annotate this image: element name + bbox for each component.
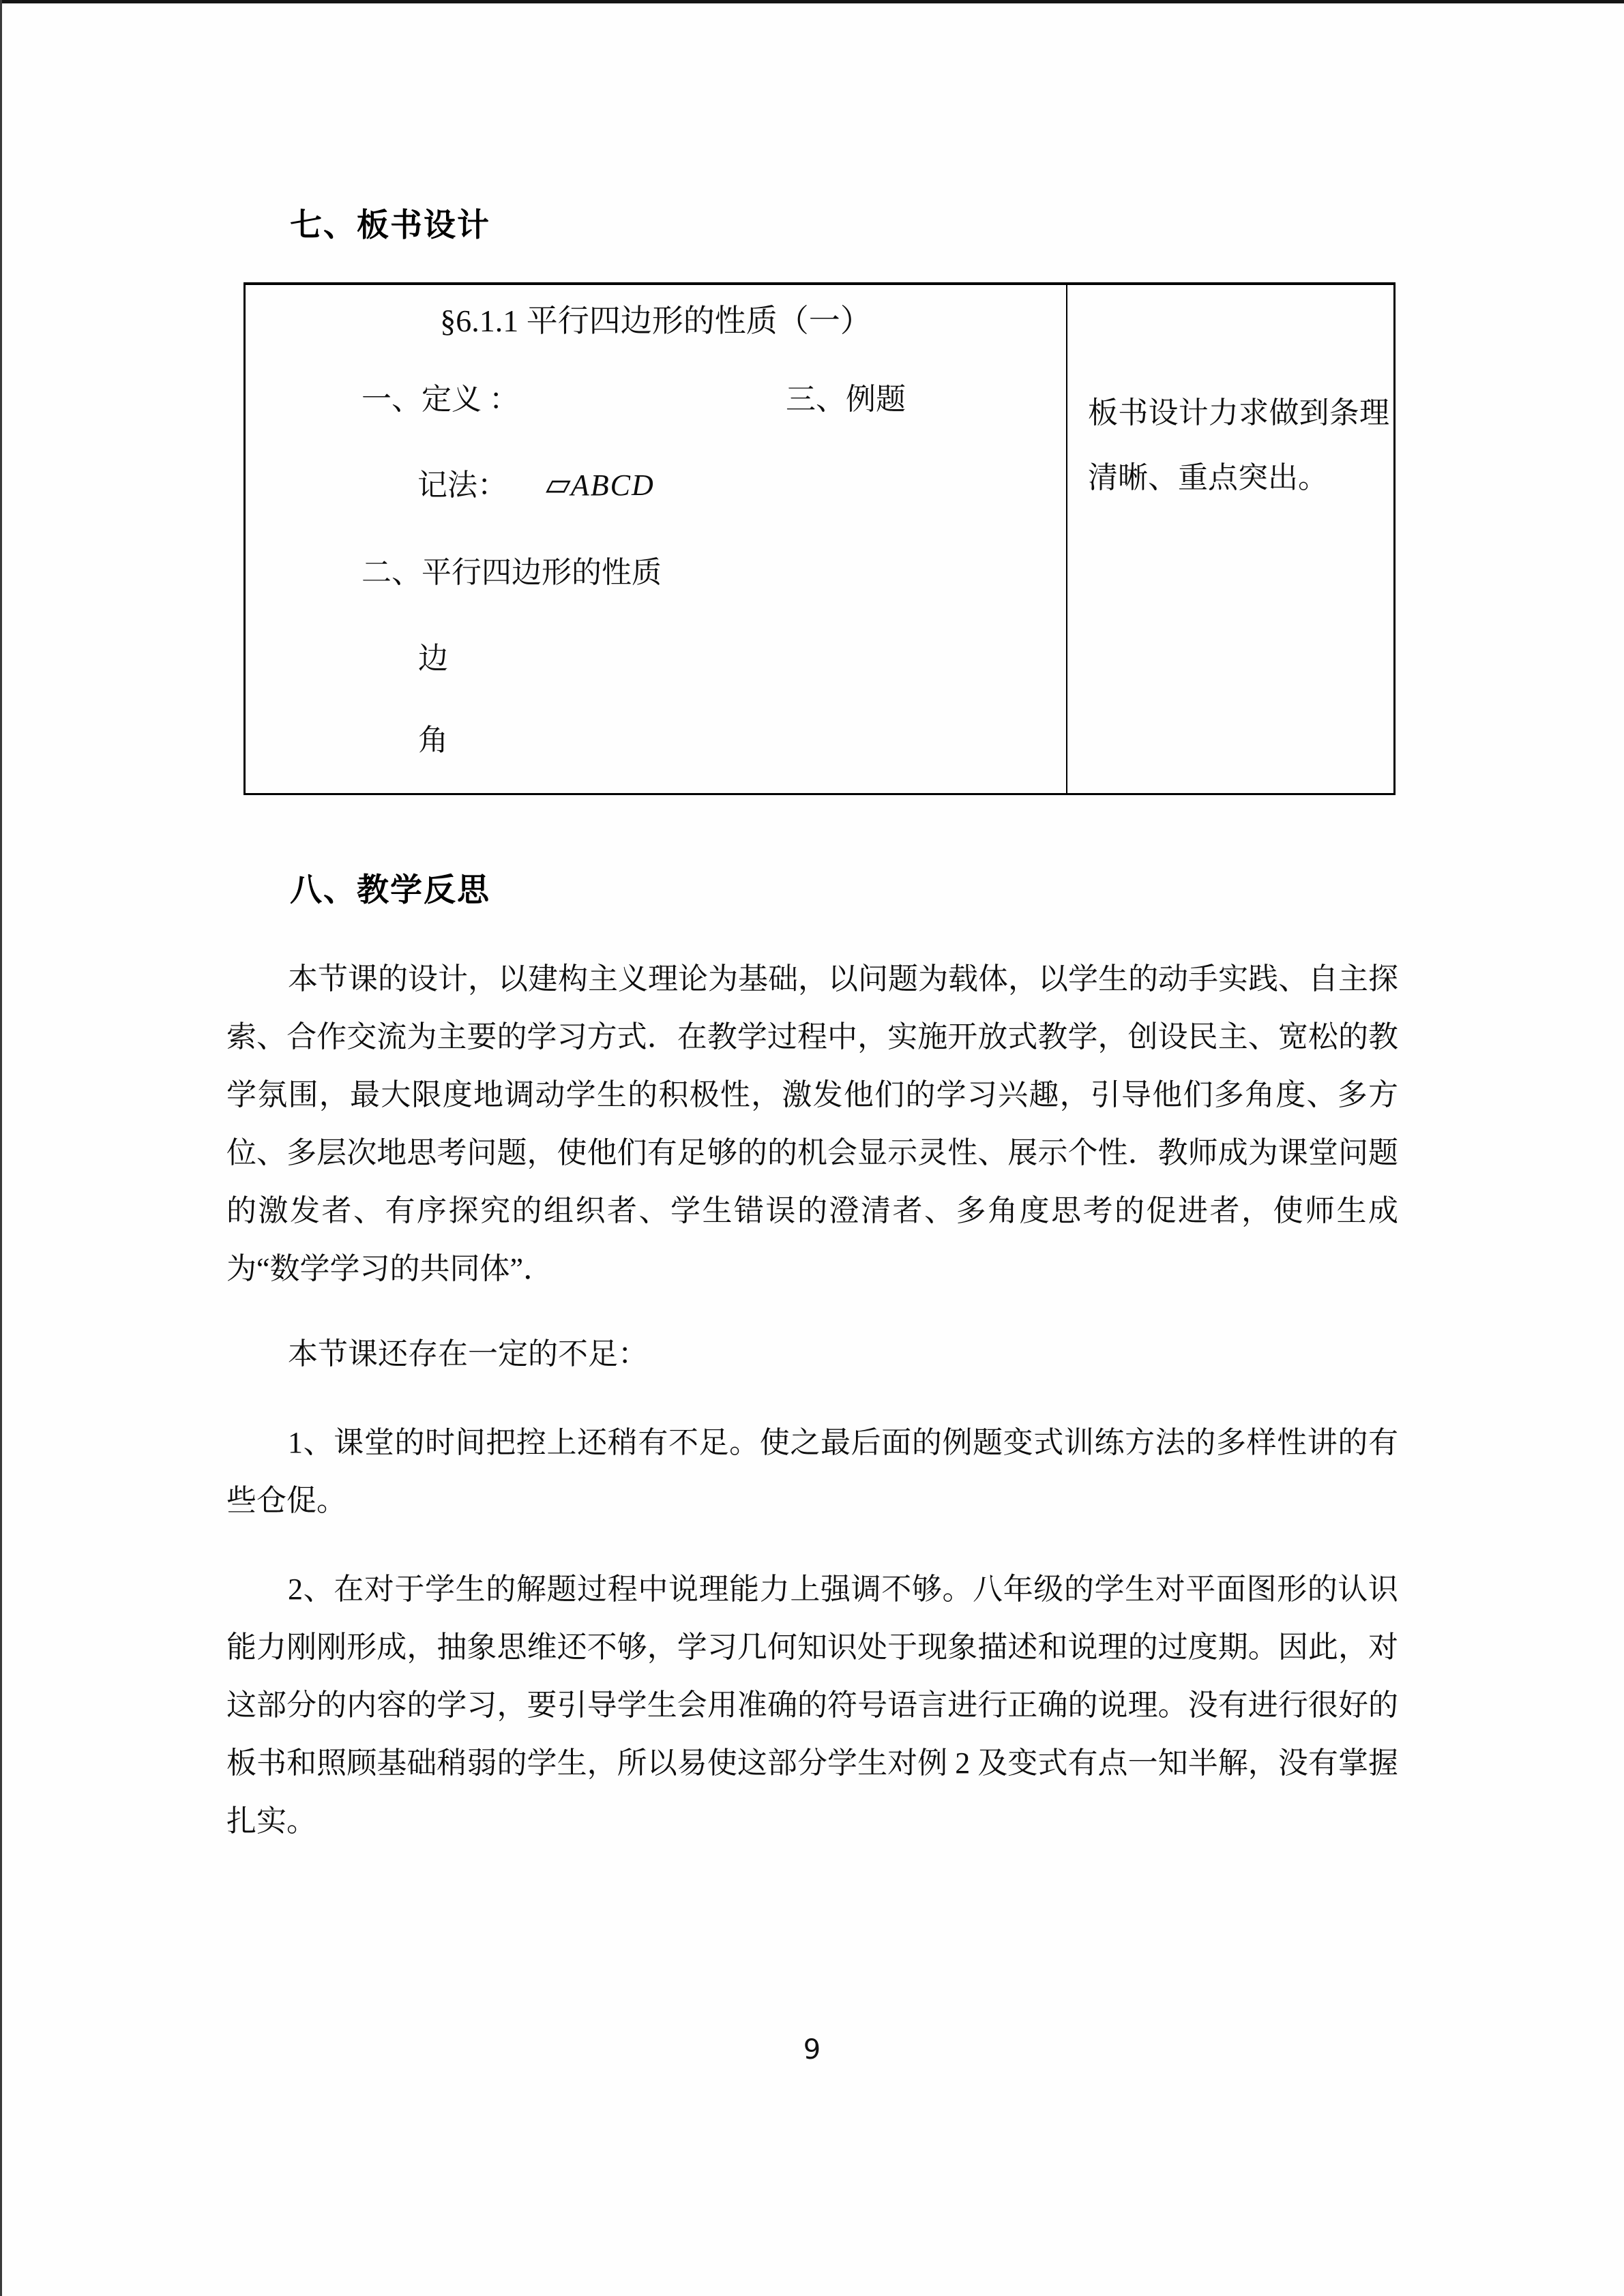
section-heading-board-design: 七、板书设计 bbox=[290, 207, 490, 244]
reflection-paragraph: 2、在对于学生的解题过程中说理能力上强调不够。八年级的学生对平面图形的认识能力刚刚形成，抽象思维还不够，学习几何知识处于现象描述和说理的过度期。因此，对这部分的内容的学习，要引导学生会用准确的符号语言进行正确的说理。没有进行很好的板书和照顾基础稍弱的学生，所以易使这部分学生对例 2 及变式有点一知半解，没有掌握扎实。 bbox=[226, 1572, 1398, 1838]
scan-edge-left bbox=[0, 0, 2, 2296]
reflection-paragraph: 本节课的设计，以建构主义理论为基础，以问题为载体，以学生的动手实践、自主探索、合作交流为主要的学习方式．在教学过程中，实施开放式教学，创设民主、宽松的教学氛围，最大限度地调动学生的积极性，激发他们的学习兴趣，引导他们多角度、多方位、多层次地思考问题，使他们有足够的的机会显示灵性、展示个性．教师成为课堂问题的激发者、有序探究的组织者、学生错误的澄清者、多角度思考的促进者，使师生成为“数学学习的共同体”． bbox=[226, 962, 1398, 1285]
section-heading-teaching-reflection: 八、教学反思 bbox=[290, 871, 490, 909]
board-item-angle: 角 bbox=[418, 724, 448, 757]
board-item-examples: 三、例题 bbox=[786, 383, 906, 416]
board-design-table bbox=[243, 282, 1396, 795]
page-number: 9 bbox=[803, 2034, 821, 2066]
scan-edge-top bbox=[0, 0, 1624, 3]
board-item-definition: 一、定义 ： bbox=[361, 383, 519, 416]
notation-label: 记法： bbox=[417, 468, 507, 502]
parallelogram-symbol: ▱ bbox=[546, 465, 571, 503]
board-item-side: 边 bbox=[418, 642, 448, 675]
board-lesson-title: §6.1.1 平行四边形的性质（一） bbox=[440, 303, 872, 338]
reflection-paragraph: 本节课还存在一定的不足： bbox=[288, 1337, 648, 1371]
reflection-paragraph: 1、课堂的时间把控上还稍有不足。使之最后面的例题变式训练方法的多样性讲的有些仓促。 bbox=[226, 1426, 1398, 1517]
board-item-notation bbox=[417, 466, 655, 503]
board-table-note-cell: 板书设计力求做到条理清晰、重点突出。 bbox=[1088, 396, 1389, 494]
notation-letters: ABCD bbox=[570, 468, 655, 502]
board-item-properties: 二、平行四边形的性质 bbox=[361, 556, 662, 589]
board-table-left-cell bbox=[246, 285, 1067, 793]
